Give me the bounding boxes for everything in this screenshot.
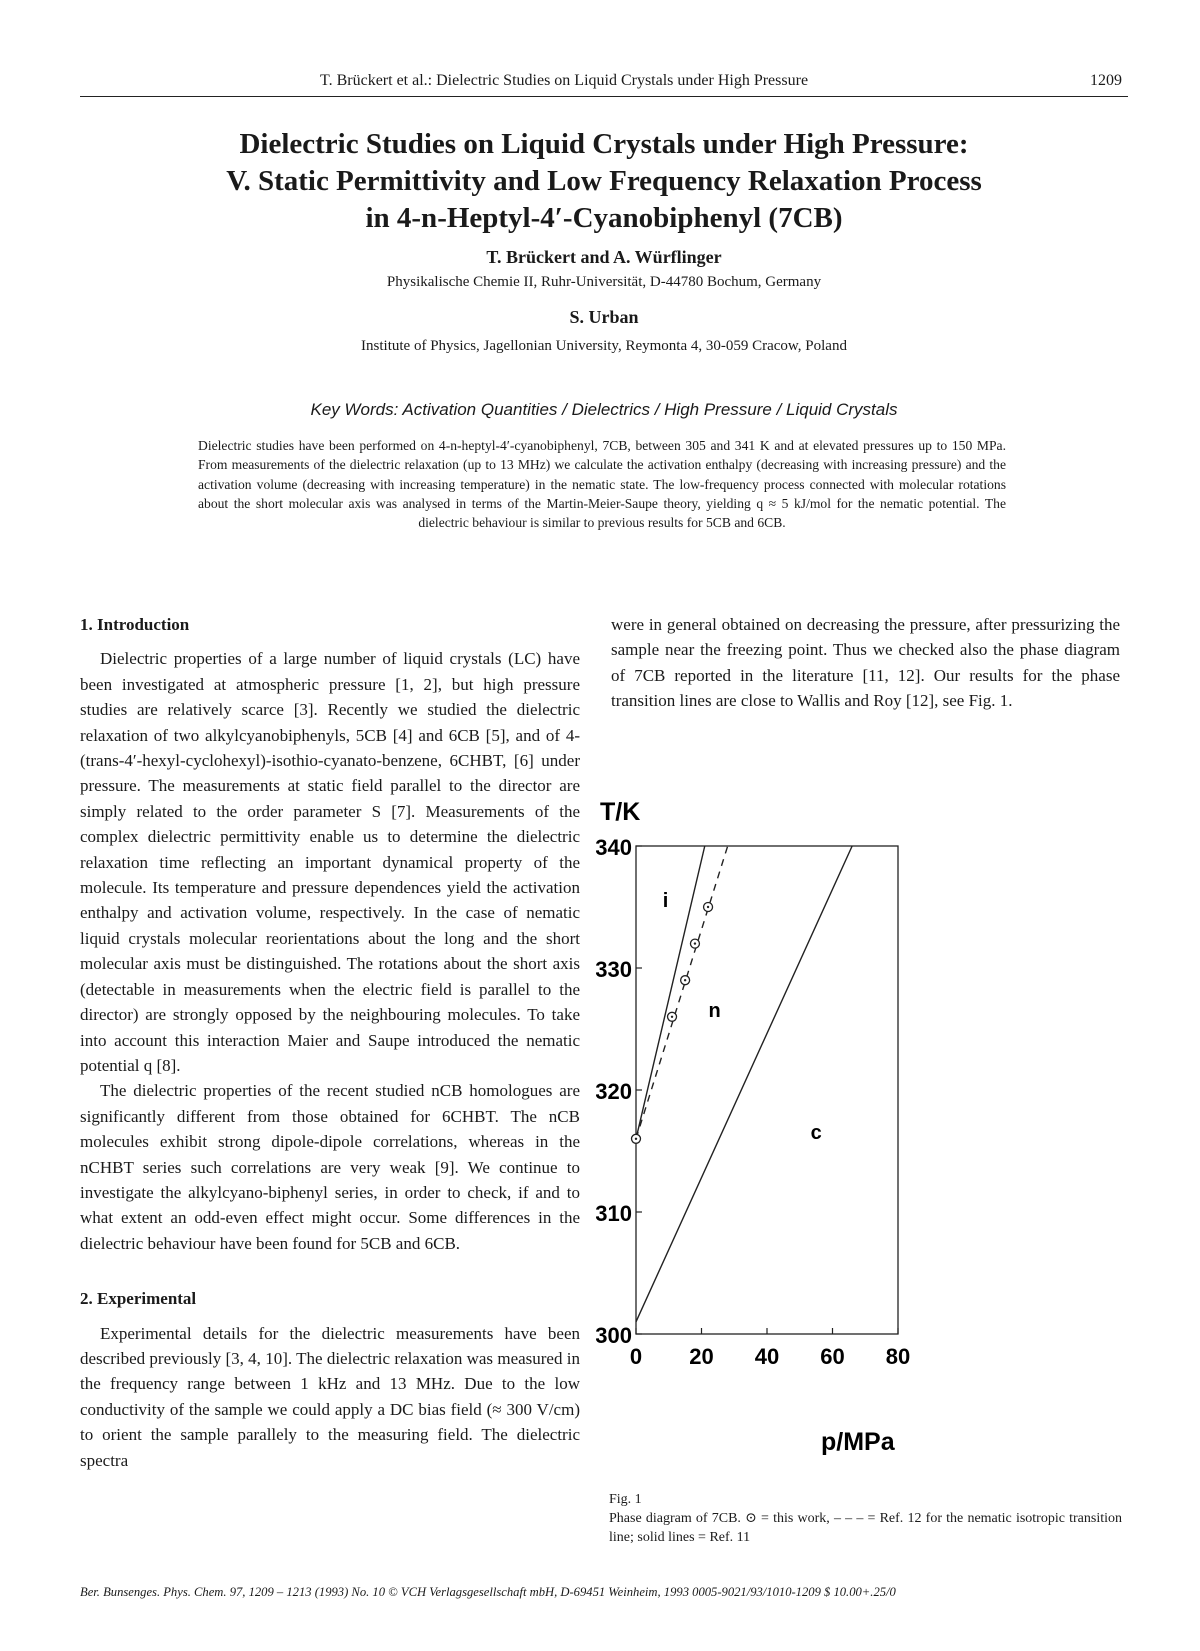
section-heading-introduction: 1. Introduction <box>80 615 190 634</box>
phase-region-labels <box>663 890 822 1144</box>
y-tick-label: 330 <box>596 957 632 982</box>
y-tick-label: 310 <box>596 1201 632 1226</box>
plot-frame <box>636 846 898 1334</box>
page-number: 1209 <box>1090 72 1122 89</box>
affiliation-2: Institute of Physics, Jagellonian University, Reymonta 4, 30-059 Cracow, Poland <box>361 338 847 354</box>
data-point-center <box>635 1138 637 1140</box>
axis-ticks <box>596 835 910 1369</box>
data-point-center <box>671 1016 673 1018</box>
x-tick-label: 80 <box>885 1344 911 1369</box>
figure-caption <box>609 1490 1122 1547</box>
data-point-this-work <box>690 939 699 948</box>
solid-transition-line <box>636 846 705 1139</box>
data-point-this-work <box>668 1012 677 1021</box>
data-point-center <box>707 906 709 908</box>
title-line-3: in 4-n-Heptyl-4′-Cyanobiphenyl (7CB) <box>365 202 843 234</box>
data-point-this-work <box>681 976 690 985</box>
x-axis-label: p/MPa <box>821 1428 895 1456</box>
experimental-paragraph-1: Experimental details for the dielectric measurements have been described previously [3, 4, 10]. The dielectric relaxation was measured in the frequency range between 1 kHz and 13 MHz. Due to the low conductivity of the sample we could apply a DC bias field (≈ 300 V/cm) to orient the sample parallely to the measuring field. The dielectric spectra <box>80 1323 580 1470</box>
data-point-this-work <box>704 903 713 912</box>
section-heading-experimental: 2. Experimental <box>80 1289 197 1309</box>
keywords: Key Words: Activation Quantities / Dielectrics / High Pressure / Liquid Crystals <box>310 400 898 419</box>
data-point-center <box>684 979 686 981</box>
plot-border <box>636 846 898 1334</box>
journal-footer: Ber. Bunsenges. Phys. Chem. 97, 1209 – 1213 (1993) No. 10 © VCH Verlagsgesellschaft mbH, D-69451 Weinheim, 1993 0005-9021/93/1010-1209 $ 10.00+.25/0 <box>80 1585 896 1599</box>
paper-title <box>80 126 1128 237</box>
figure-1 <box>596 790 976 1490</box>
figure-caption-text: Phase diagram of 7CB. ⊙ = this work, – – – = Ref. 12 for the nematic isotropic transition line; solid lines = Ref. 11 <box>609 1511 1122 1545</box>
running-head-text: T. Brückert et al.: Dielectric Studies on Liquid Crystals under High Pressure <box>320 72 809 89</box>
authors-group-1: T. Brückert and A. Würflinger <box>486 247 722 267</box>
phase-diagram-chart <box>596 790 976 1490</box>
figure-label: Fig. 1 <box>609 1492 642 1507</box>
abstract: Dielectric studies have been performed on 4-n-heptyl-4′-cyanobiphenyl, 7CB, between 305 and 341 K and at elevated pressures up to 150 MPa. From measurements of the dielectric relaxation (up to 13 MHz) we calculate the activation enthalpy (decreasing with increasing pressure) and the activation volume (decreasing with increasing temperature) in the nematic state. The low-frequency process connected with molecular rotations about the short molecular axis was analysed in terms of the Martin-Meier-Saupe theory, yielding q ≈ 5 kJ/mol for the nematic potential. The dielectric behaviour is similar to previous results for 5CB and 6CB. <box>198 438 1006 531</box>
x-tick-label: 60 <box>820 1344 845 1369</box>
x-tick-label: 40 <box>754 1344 780 1369</box>
x-tick-label: 20 <box>689 1344 714 1369</box>
data-point-this-work <box>632 1134 641 1143</box>
y-axis-label: T/K <box>600 798 641 826</box>
y-tick-label: 340 <box>596 835 632 860</box>
affiliation-1: Physikalische Chemie II, Ruhr-Universität, D-44780 Bochum, Germany <box>386 274 822 290</box>
region-label-c: c <box>810 1121 822 1144</box>
region-label-n: n <box>708 999 721 1022</box>
solid-transition-line <box>636 846 852 1322</box>
right-column <box>611 612 1120 714</box>
authors-group-2: S. Urban <box>569 307 639 327</box>
region-label-i: i <box>662 890 669 912</box>
y-tick-label: 300 <box>596 1323 632 1348</box>
experimental-paragraph-1-continued: were in general obtained on decreasing the pressure, after pressurizing the sample near the freezing point. Thus we checked also the phase diagram of 7CB reported in the literature [11, 12]. Our results for the phase transition lines are close to Wallis and Roy [12], see Fig. 1. <box>611 615 1120 711</box>
data-point-center <box>694 942 696 944</box>
x-tick-label: 0 <box>629 1344 643 1369</box>
intro-paragraph-2: The dielectric properties of the recent studied nCB homologues are significantly different from those obtained for 6CHBT. The nCB molecules exhibit strong dipole-dipole correlations, whereas in the nCHBT series such correlations are very weak [9]. We continue to investigate the alkylcyano-biphenyl series, in order to check, if and to what extent an odd-even effect might occur. Some differences in the dielectric behaviour have been found for 5CB and 6CB. <box>80 1081 580 1253</box>
phase-lines <box>636 846 852 1322</box>
left-column <box>80 612 580 1473</box>
title-line-1: Dielectric Studies on Liquid Crystals under High Pressure: <box>239 128 969 160</box>
title-line-2: V. Static Permittivity and Low Frequency Relaxation Process <box>226 165 982 197</box>
y-tick-label: 320 <box>596 1079 632 1104</box>
dashed-transition-line <box>636 846 728 1139</box>
intro-paragraph-1: Dielectric properties of a large number of liquid crystals (LC) have been investigated at atmospheric pressure [1, 2], but high pressure studies are relatively scarce [3]. Recently we studied the dielectric relaxation of two alkylcyanobiphenyls, 5CB [4] and 6CB [5], and of 4-(trans-4′-hexyl-cyclohexyl)-isothio-cyanato-benzene, 6CHBT, [6] under pressure. The measurements at static field parallel to the director are simply related to the order parameter S [7]. Measurements of the complex dielectric permittivity enable us to determine the dielectric relaxation time reflecting an important dynamical property of the molecule. Its temperature and pressure dependences yield the activation enthalpy and activation volume, respectively. In the case of nematic liquid crystals molecular reorientations about the long and the short molecular axis must be distinguished. The rotations about the short axis (detectable in measurements when the electric field is parallel to the director) are strongly opposed by the neighbouring molecules. To take into account this interaction Maier and Saupe introduced the nematic potential q [8]. <box>80 649 580 1075</box>
running-head <box>80 70 1128 97</box>
